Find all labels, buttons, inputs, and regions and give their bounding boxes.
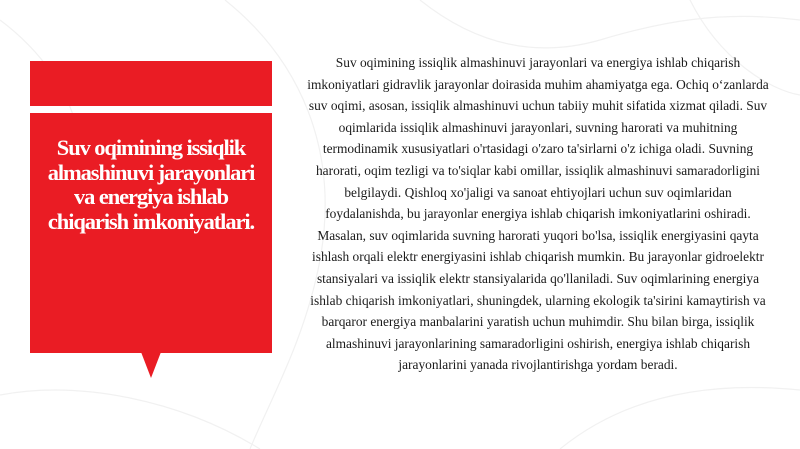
callout-pointer xyxy=(141,352,161,378)
slide-title: Suv oqimining issiqlik almashinuvi jarayonlari va energiya ishlab chiqarish imkoniyatlari. xyxy=(47,135,255,234)
body-paragraph: Suv oqimining issiqlik almashinuvi jarayonlari va energiya ishlab chiqarish imkoniyatlari gidravlik jarayonlar doirasida muhim ahamiyatga ega. Ochiq oʻzanlarda suv oqimi, asosan, issiqlik almashinuvi uchun tabiiy muhit sifatida xizmat qiladi. Suv oqimlarida issiqlik almashinuvi jarayonlari, suvning harorati va muhitning termodinamik xususiyatlari o'rtasidagi o'zaro ta'sirlarni o'z ichiga oladi. Suvning harorati, oqim tezligi va to'siqlar kabi omillar, issiqlik almashinuvi samaradorligini belgilaydi. Qishloq xo'jaligi va sanoat ehtiyojlari uchun suv oqimlaridan foydalanishda, bu jarayonlar energiya ishlab chiqarish imkoniyatlarini oshiradi. Masalan, suv oqimlarida suvning harorati yuqori bo'lsa, issiqlik energiyasini qayta ishlash orqali elektr energiyasini ishlab chiqarish mumkin. Bu jarayonlar gidroelektr stansiyalari va issiqlik elektr stansiyalarida qo'llaniladi. Suv oqimlarining energiya ishlab chiqarish imkoniyatlari, shuningdek, ularning ekologik ta'sirini kamaytirish va barqaror energiya manbalarini yaratish uchun muhimdir. Shu bilan birga, issiqlik almashinuvi jarayonlarining samaradorligini oshirish, energiya ishlab chiqarish jarayonlarini yanada rivojlantirishga yordam beradi. xyxy=(307,55,769,373)
accent-bar xyxy=(30,61,272,106)
